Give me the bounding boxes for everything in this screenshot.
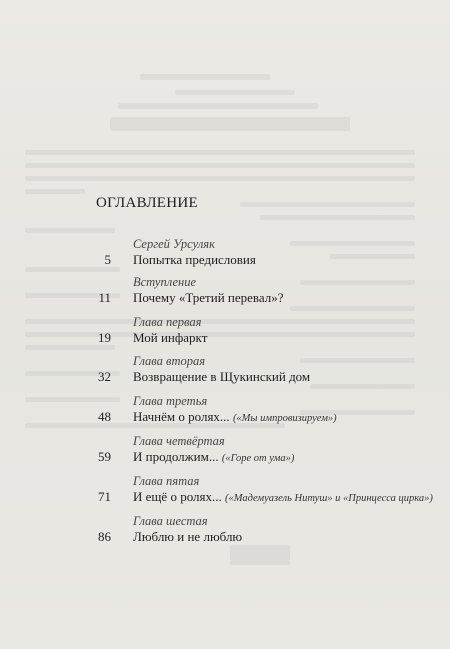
entry-page-number: 19	[98, 330, 111, 345]
entry-page-number: 59	[98, 449, 111, 464]
entry-note: («Мы импровизируем»)	[232, 413, 337, 424]
entry-page-number: 11	[98, 290, 111, 305]
entry-title: Мой инфаркт	[133, 330, 208, 345]
entry-label: Вступление	[133, 275, 197, 289]
entry-title: Попытка предисловия	[133, 252, 256, 267]
entry-page-number: 32	[98, 369, 111, 384]
entry-label: Глава четвёртая	[133, 434, 225, 448]
entry-label: Глава пятая	[133, 474, 200, 488]
entry-title: Возвращение в Щукинский дом	[133, 369, 311, 384]
entry-page-number: 5	[104, 252, 111, 267]
entry-title: Люблю и не люблю	[133, 529, 243, 544]
entry-title-text: И продолжим...	[133, 449, 219, 464]
entry-label: Сергей Урсуляк	[133, 237, 215, 251]
entry-title: Почему «Третий перевал»?	[133, 290, 284, 305]
toc-heading: ОГЛАВЛЕНИЕ	[96, 195, 198, 211]
entry-label: Глава третья	[133, 394, 208, 408]
entry-title	[133, 449, 294, 465]
entry-title	[133, 489, 433, 505]
entry-page-number: 86	[98, 529, 111, 544]
entry-label: Глава шестая	[133, 514, 208, 528]
entry-page-number: 48	[98, 409, 111, 424]
entry-note: («Мадемуазель Нитуш» и «Принцесса цирка»)	[224, 493, 433, 504]
entry-title	[133, 409, 337, 425]
entry-note: («Горе от ума»)	[221, 453, 295, 464]
entry-label: Глава первая	[133, 315, 202, 329]
entry-label: Глава вторая	[133, 354, 206, 368]
entry-title-text: И ещё о ролях...	[133, 489, 222, 504]
entry-title-text: Начнём о ролях...	[133, 409, 230, 424]
entry-page-number: 71	[98, 489, 111, 504]
